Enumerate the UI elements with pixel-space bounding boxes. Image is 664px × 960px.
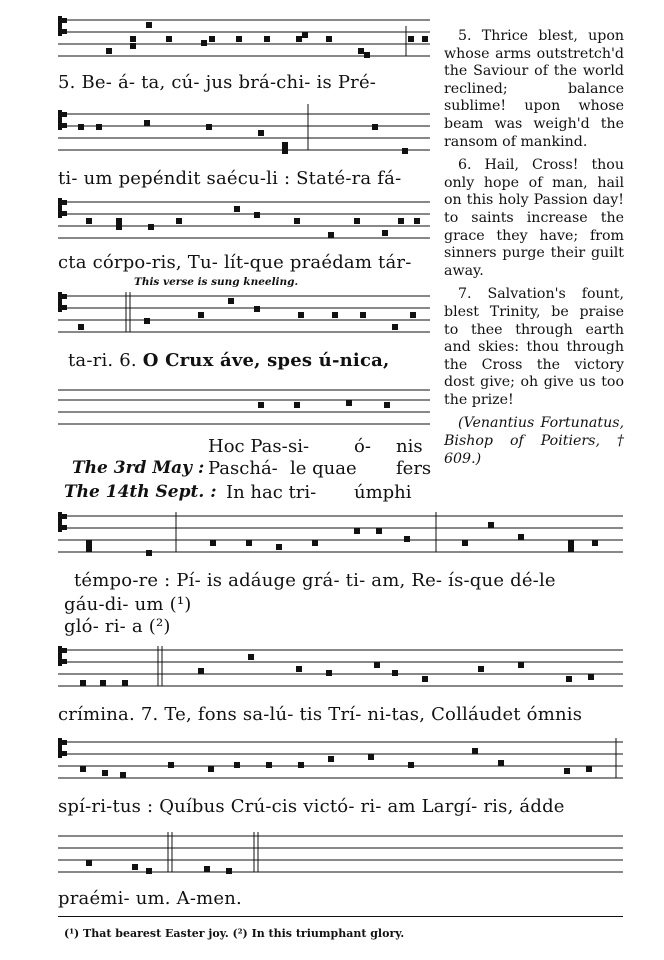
lyric-line-9: praémi- um. A-men. [58,888,242,909]
row3-w1: In hac tri- [226,482,317,503]
kneeling-note: This verse is sung kneeling. [134,276,299,288]
chant-staff-2 [58,104,430,162]
chant-staff-7 [58,640,623,698]
lyric-line-3: cta córpo-ris, Tu- lít-que praédam tár- [58,252,412,273]
chant-staff-6 [58,506,623,564]
chant-staff-9 [58,826,623,884]
chant-staff-3 [58,192,430,250]
translation-verse-7: 7. Salvation's fount, blest Trinity, be praise to thee through earth and skies: thou through the Cross the victory dost give; oh give us too the prize! [444,286,624,408]
row1-w2: si- [288,436,310,457]
chant-staff-5 [58,382,430,432]
row1-w1: Hoc Pas- [208,436,288,457]
lyric-line-1: 5. Be- á- ta, cú- jus brá-chi- is Pré- [58,72,377,93]
row3-label: The 14th Sept. : [64,482,217,502]
row2-label: The 3rd May : [72,458,205,478]
translation-verse-6: 6. Hail, Cross! thou only hope of man, hail on this holy Passion day! to saints increase the grace they have; from sinners purge their guilt away. [444,157,624,279]
lyric-line-4b: O Crux áve, spes ú-nica, [142,350,390,371]
row2-w1: Paschá- [208,458,278,479]
chant-staff-1 [58,10,430,66]
lyric-line-7: crímina. 7. Te, fons sa-lú- tis Trí- ni-tas, Colláudet ómnis [58,704,583,725]
attribution: (Venantius Fortunatus, Bishop of Poitiers, † 609.) [444,415,624,467]
row2-w2: le quae [290,458,357,479]
chant-staff-8 [58,732,623,790]
translation-verse-5: 5. Thrice blest, upon whose arms outstretch'd the Saviour of the world reclined; balance sublime! upon whose beam was weigh'd the ransom of mankind. [444,28,624,150]
row1-w3: ó- [354,436,371,457]
lyric-line-6c: gló- ri- a (²) [64,616,171,637]
lyric-line-6: témpo-re : Pí- is adáuge grá- ti- am, Re- ís-que dé-le [74,570,556,591]
lyric-line-2: ti- um pepéndit saécu-li : Staté-ra fá- [58,168,402,189]
row1-w4: nis [396,436,423,457]
translation-column [444,28,624,474]
row3-w2: úmphi [354,482,412,503]
chant-staff-4 [58,286,430,344]
lyric-line-4 [68,350,389,371]
lyric-line-4a: ta-ri. 6. [68,350,143,371]
footnotes: (¹) That bearest Easter joy. (²) In this triumphant glory. [64,927,405,940]
row2-w3: fers [396,458,432,479]
lyric-line-8: spí-ri-tus : Quíbus Crú-cis victó- ri- am Largí- ris, ádde [58,796,565,817]
lyric-line-6b: gáu-di- um (¹) [64,594,192,615]
footnote-rule [58,916,623,917]
